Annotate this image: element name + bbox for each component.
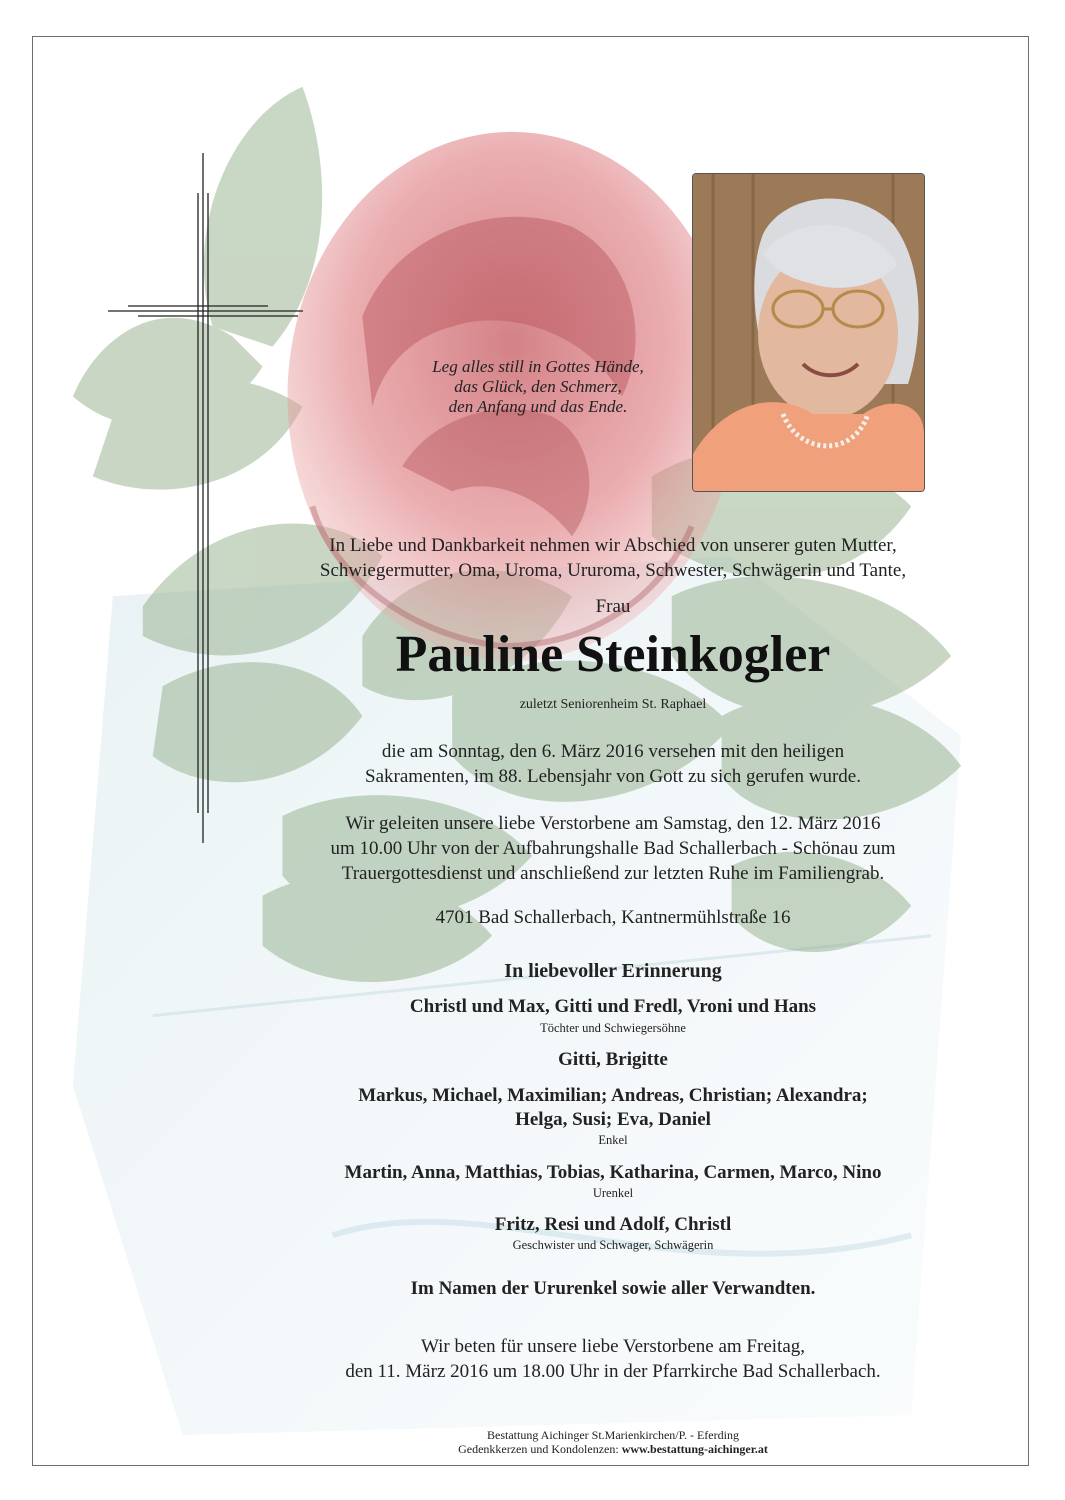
death-notice: [263, 739, 963, 789]
footer-prefix: Gedenkkerzen und Kondolenzen:: [458, 1442, 622, 1456]
portrait-photo: [692, 173, 925, 492]
mourners-group-names: Martin, Anna, Matthias, Tobias, Katharina, Carmen, Marco, Nino: [344, 1162, 882, 1183]
mourners-group-names: Christl und Max, Gitti und Fredl, Vroni und Hans: [409, 996, 817, 1017]
mourners-group-names: Fritz, Resi und Adolf, Christl: [494, 1214, 732, 1235]
mourners-group-role: Töchter und Schwiegersöhne: [540, 1021, 686, 1035]
address: 4701 Bad Schallerbach, Kantnermühlstraße 16: [435, 907, 791, 928]
obituary-frame: [32, 36, 1029, 1466]
mourners-group-role: Geschwister und Schwager, Schwägerin: [512, 1238, 714, 1252]
mourners-group-role: Enkel: [598, 1133, 628, 1147]
intro-text: [233, 533, 993, 583]
salutation: Frau: [595, 596, 631, 617]
intro-line: In Liebe und Dankbarkeit nehmen wir Abschied von unserer guten Mutter,: [329, 535, 897, 556]
mourners-group-role: Urenkel: [592, 1186, 634, 1200]
mourners-group-names: [233, 1084, 993, 1132]
deceased-residence: zuletzt Seniorenheim St. Raphael: [519, 697, 707, 712]
footer-line: Bestattung Aichinger St.Marienkirchen/P. - Eferding: [487, 1428, 739, 1442]
funeral-notice: [233, 811, 993, 886]
mourners-names-line: Helga, Susi; Eva, Daniel: [515, 1109, 711, 1130]
prayer-line: den 11. März 2016 um 18.00 Uhr in der Pfarrkirche Bad Schallerbach.: [345, 1361, 881, 1382]
mourners-group-names: Gitti, Brigitte: [558, 1049, 668, 1070]
quote-line: den Anfang und das Ende.: [448, 397, 628, 416]
deceased-name: Pauline Steinkogler: [395, 626, 831, 683]
funeral-line: Wir geleiten unsere liebe Verstorbene am Samstag, den 12. März 2016: [345, 813, 881, 834]
intro-line: Schwiegermutter, Oma, Uroma, Ururoma, Schwester, Schwägerin und Tante,: [319, 560, 907, 581]
quote-line: das Glück, den Schmerz,: [454, 377, 622, 396]
footer: [263, 1428, 963, 1456]
death-notice-line: Sakramenten, im 88. Lebensjahr von Gott zu sich gerufen wurde.: [365, 766, 861, 787]
footer-line: [263, 1442, 963, 1456]
mourners-closing: Im Namen der Ururenkel sowie aller Verwandten.: [410, 1278, 816, 1299]
death-notice-line: die am Sonntag, den 6. März 2016 versehen mit den heiligen: [381, 741, 845, 762]
prayer-line: Wir beten für unsere liebe Verstorbene am Freitag,: [420, 1336, 806, 1357]
website-link[interactable]: www.bestattung-aichinger.at: [621, 1442, 768, 1456]
quote-verse: [393, 357, 683, 417]
quote-line: Leg alles still in Gottes Hände,: [432, 357, 644, 376]
funeral-line: Trauergottesdienst und anschließend zur letzten Ruhe im Familiengrab.: [341, 863, 885, 884]
funeral-line: um 10.00 Uhr von der Aufbahrungshalle Bad Schallerbach - Schönau zum: [330, 838, 896, 859]
mourners-heading: In liebevoller Erinnerung: [504, 960, 722, 982]
mourners-names-line: Markus, Michael, Maximilian; Andreas, Christian; Alexandra;: [358, 1085, 868, 1106]
prayer-notice: [233, 1334, 993, 1384]
